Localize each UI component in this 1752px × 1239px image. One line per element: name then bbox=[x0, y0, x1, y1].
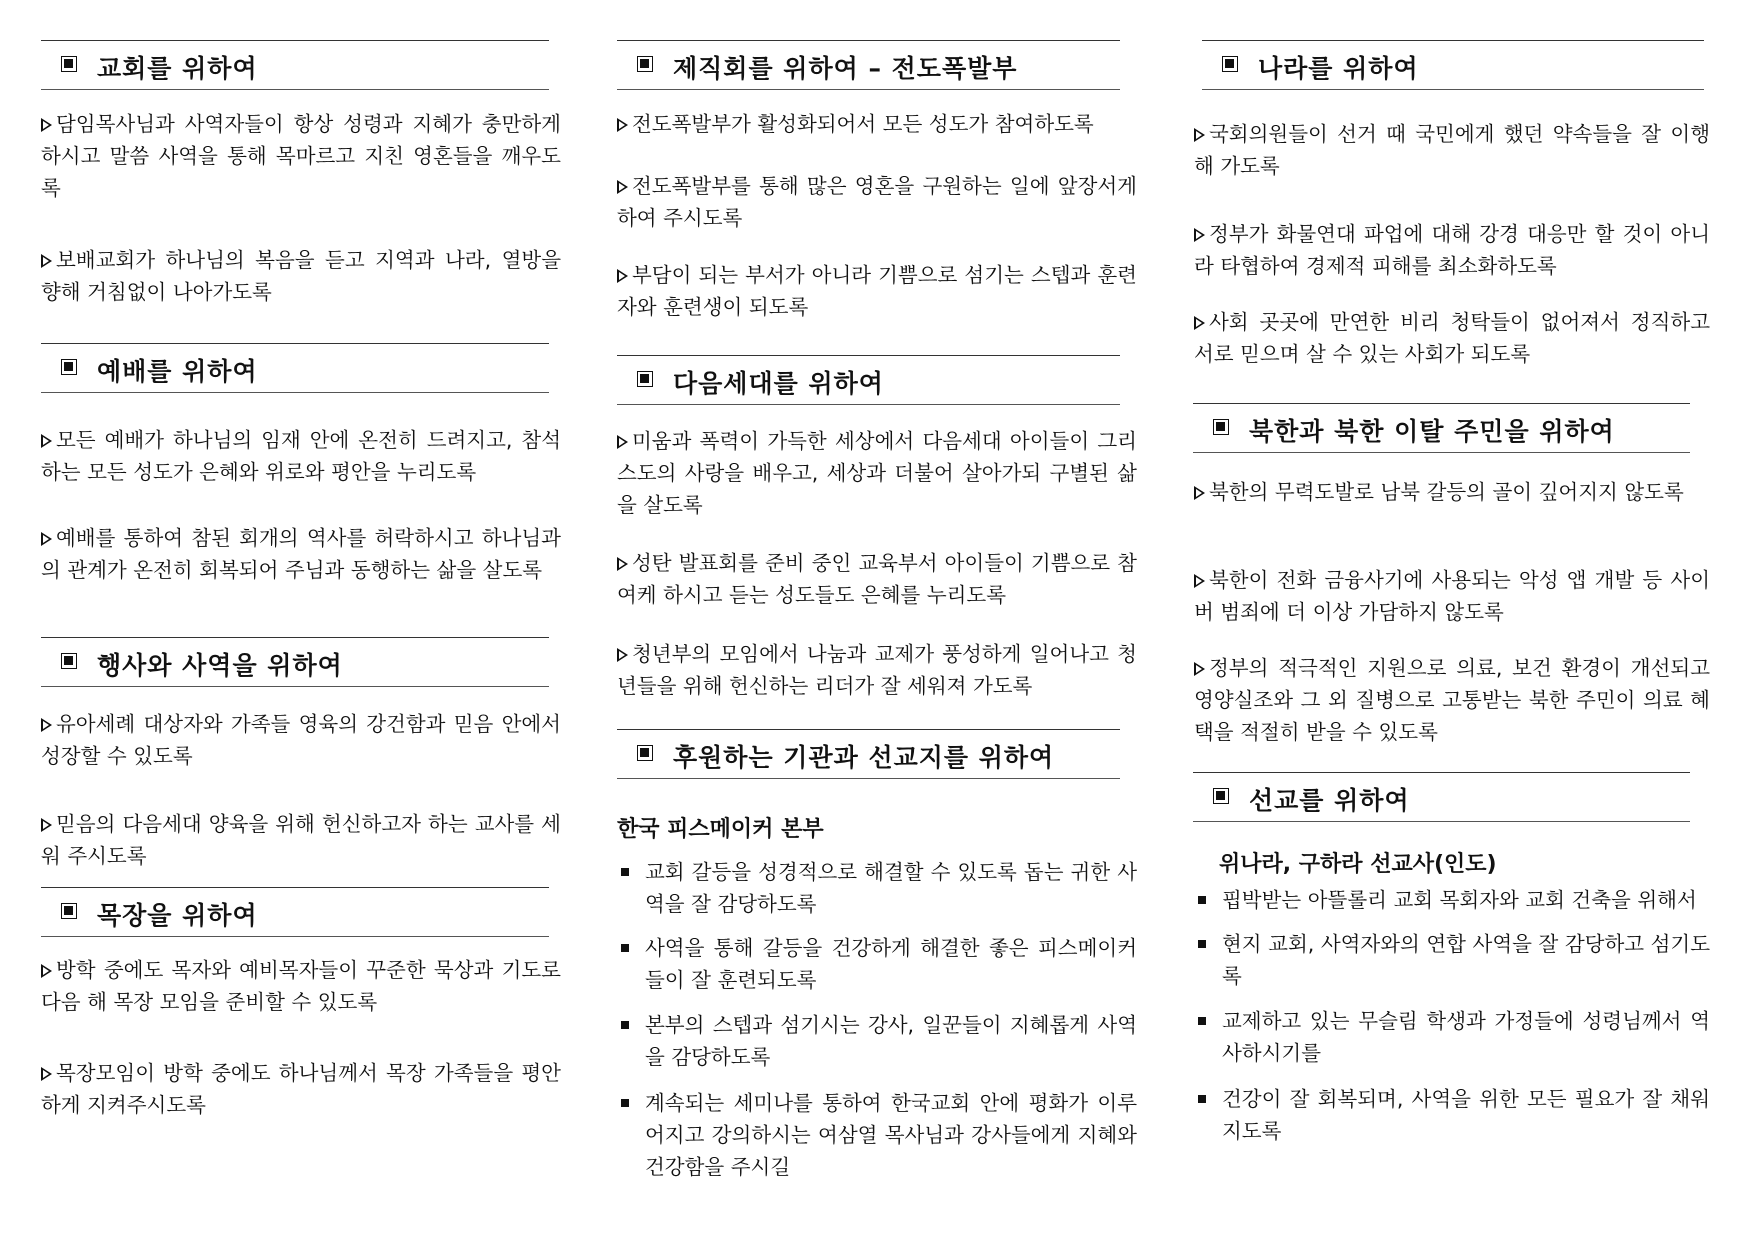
section-title: 후원하는 기관과 선교지를 위하여 bbox=[673, 743, 1055, 772]
section-header-next-generation bbox=[617, 355, 1120, 405]
square-bullet-icon bbox=[61, 903, 77, 919]
prayer-item: 사회 곳곳에 만연한 비리 청탁들이 없어져서 정직하고 서로 믿으며 살 수 있는 사회가 되도록 bbox=[1194, 310, 1710, 366]
prayer-item: 성탄 발표회를 준비 중인 교육부서 아이들이 기쁨으로 참여케 하시고 듣는 성도들도 은혜를 누리도록 bbox=[617, 551, 1137, 607]
square-bullet-icon bbox=[61, 56, 77, 72]
prayer-item: 청년부의 모임에서 나눔과 교제가 풍성하게 일어나고 청년들을 위해 헌신하는 리더가 잘 세워져 가도록 bbox=[617, 642, 1137, 698]
section-header-deacons bbox=[617, 40, 1120, 90]
prayer-item: 방학 중에도 목자와 예비목자들이 꾸준한 묵상과 기도로 다음 해 목장 모임을 준비할 수 있도록 bbox=[41, 958, 561, 1014]
bullet-item: 핍박받는 아뜰롤리 교회 목회자와 교회 건축을 위해서 bbox=[1194, 884, 1710, 916]
square-bullet-icon bbox=[621, 1099, 629, 1107]
triangle-bullet-icon bbox=[41, 532, 52, 546]
prayer-item: 전도폭발부를 통해 많은 영혼을 구원하는 일에 앞장서게 하여 주시도록 bbox=[617, 174, 1137, 230]
triangle-bullet-icon bbox=[41, 254, 52, 268]
triangle-bullet-icon bbox=[1194, 486, 1205, 500]
square-bullet-icon bbox=[637, 371, 653, 387]
section-header-missions bbox=[1193, 772, 1690, 822]
triangle-bullet-icon bbox=[617, 557, 628, 571]
bullet-item: 계속되는 세미나를 통하여 한국교회 안에 평화가 이루어지고 강의하시는 여삼열 목사님과 강사들에게 지혜와 건강함을 주시길 bbox=[617, 1087, 1137, 1183]
triangle-bullet-icon bbox=[41, 718, 52, 732]
missionary-name: 위나라, 구하라 선교사(인도) bbox=[1219, 852, 1497, 877]
prayer-item: 정부가 화물연대 파업에 대해 강경 대응만 할 것이 아니라 타협하여 경제적 피해를 최소화하도록 bbox=[1194, 222, 1710, 278]
prayer-item: 보배교회가 하나님의 복음을 듣고 지역과 나라, 열방을 향해 거침없이 나아가도록 bbox=[41, 248, 561, 304]
square-bullet-icon bbox=[1198, 1017, 1206, 1025]
square-bullet-icon bbox=[61, 653, 77, 669]
section-title: 목장을 위하여 bbox=[97, 901, 258, 930]
section-title: 나라를 위하여 bbox=[1258, 54, 1419, 83]
square-bullet-icon bbox=[621, 1021, 629, 1029]
triangle-bullet-icon bbox=[41, 964, 52, 978]
square-bullet-icon bbox=[61, 359, 77, 375]
square-bullet-icon bbox=[1198, 896, 1206, 904]
triangle-bullet-icon bbox=[617, 180, 628, 194]
prayer-item: 북한의 무력도발로 남북 갈등의 골이 깊어지지 않도록 bbox=[1194, 476, 1710, 508]
prayer-item: 담임목사님과 사역자들이 항상 성령과 지혜가 충만하게 하시고 말씀 사역을 통해 목마르고 지친 영혼들을 깨우도록 bbox=[41, 112, 561, 200]
bullet-item: 교회 갈등을 성경적으로 해결할 수 있도록 돕는 귀한 사역을 잘 감당하도록 bbox=[617, 856, 1137, 920]
prayer-item: 유아세례 대상자와 가족들 영육의 강건함과 믿음 안에서 성장할 수 있도록 bbox=[41, 712, 561, 768]
section-title: 예배를 위하여 bbox=[97, 357, 258, 386]
triangle-bullet-icon bbox=[617, 118, 628, 132]
section-header-events bbox=[41, 637, 549, 687]
triangle-bullet-icon bbox=[41, 1067, 52, 1081]
prayer-item: 부담이 되는 부서가 아니라 기쁨으로 섬기는 스텝과 훈련자와 훈련생이 되도록 bbox=[617, 263, 1137, 319]
triangle-bullet-icon bbox=[41, 818, 52, 832]
section-header-worship bbox=[41, 343, 549, 393]
triangle-bullet-icon bbox=[41, 118, 52, 132]
prayer-item: 예배를 통하여 참된 회개의 역사를 허락하시고 하나님과의 관계가 온전히 회복되어 주님과 동행하는 삶을 살도록 bbox=[41, 526, 561, 582]
square-bullet-icon bbox=[1213, 788, 1229, 804]
section-header-cell-group bbox=[41, 887, 549, 937]
prayer-item: 전도폭발부가 활성화되어서 모든 성도가 참여하도록 bbox=[617, 108, 1137, 140]
section-header-supported-missions bbox=[617, 729, 1120, 779]
section-header-nation bbox=[1202, 40, 1704, 90]
prayer-item: 믿음의 다음세대 양육을 위해 헌신하고자 하는 교사를 세워 주시도록 bbox=[41, 812, 561, 868]
triangle-bullet-icon bbox=[1194, 128, 1205, 142]
triangle-bullet-icon bbox=[617, 648, 628, 662]
triangle-bullet-icon bbox=[41, 434, 52, 448]
bullet-item: 교제하고 있는 무슬림 학생과 가정들에 성령님께서 역사하시기를 bbox=[1194, 1005, 1710, 1069]
square-bullet-icon bbox=[1213, 419, 1229, 435]
section-header-north-korea bbox=[1193, 403, 1690, 453]
prayer-item: 목장모임이 방학 중에도 하나님께서 목장 가족들을 평안하게 지켜주시도록 bbox=[41, 1061, 561, 1117]
section-title: 다음세대를 위하여 bbox=[673, 369, 884, 398]
square-bullet-icon bbox=[637, 56, 653, 72]
square-bullet-icon bbox=[621, 944, 629, 952]
section-title: 북한과 북한 이탈 주민을 위하여 bbox=[1249, 417, 1615, 446]
section-title: 선교를 위하여 bbox=[1249, 786, 1410, 815]
bullet-item: 현지 교회, 사역자와의 연합 사역을 잘 감당하고 섬기도록 bbox=[1194, 928, 1710, 992]
prayer-item: 정부의 적극적인 지원으로 의료, 보건 환경이 개선되고 영양실조와 그 외 질병으로 고통받는 북한 주민이 의료 혜택을 적절히 받을 수 있도록 bbox=[1194, 656, 1710, 744]
section-header-church bbox=[41, 40, 549, 90]
square-bullet-icon bbox=[637, 745, 653, 761]
organization-name: 한국 피스메이커 본부 bbox=[617, 817, 824, 842]
triangle-bullet-icon bbox=[1194, 662, 1205, 676]
prayer-item: 모든 예배가 하나님의 임재 안에 온전히 드려지고, 참석하는 모든 성도가 은혜와 위로와 평안을 누리도록 bbox=[41, 428, 561, 484]
bullet-item: 건강이 잘 회복되며, 사역을 위한 모든 필요가 잘 채워지도록 bbox=[1194, 1083, 1710, 1147]
triangle-bullet-icon bbox=[617, 269, 628, 283]
prayer-item: 미움과 폭력이 가득한 세상에서 다음세대 아이들이 그리스도의 사랑을 배우고, 세상과 더불어 살아가되 구별된 삶을 살도록 bbox=[617, 429, 1137, 517]
section-title: 제직회를 위하여 – 전도폭발부 bbox=[673, 54, 1018, 83]
square-bullet-icon bbox=[621, 868, 629, 876]
square-bullet-icon bbox=[1222, 56, 1238, 72]
bullet-item: 본부의 스텝과 섬기시는 강사, 일꾼들이 지혜롭게 사역을 감당하도록 bbox=[617, 1009, 1137, 1073]
triangle-bullet-icon bbox=[1194, 316, 1205, 330]
section-title: 행사와 사역을 위하여 bbox=[97, 651, 343, 680]
bullet-item: 사역을 통해 갈등을 건강하게 해결한 좋은 피스메이커들이 잘 훈련되도록 bbox=[617, 932, 1137, 996]
square-bullet-icon bbox=[1198, 1095, 1206, 1103]
square-bullet-icon bbox=[1198, 940, 1206, 948]
prayer-item: 국회의원들이 선거 때 국민에게 했던 약속들을 잘 이행해 가도록 bbox=[1194, 122, 1710, 178]
prayer-item: 북한이 전화 금융사기에 사용되는 악성 앱 개발 등 사이버 범죄에 더 이상 가담하지 않도록 bbox=[1194, 568, 1710, 624]
triangle-bullet-icon bbox=[1194, 574, 1205, 588]
section-title: 교회를 위하여 bbox=[97, 54, 258, 83]
triangle-bullet-icon bbox=[1194, 228, 1205, 242]
triangle-bullet-icon bbox=[617, 435, 628, 449]
